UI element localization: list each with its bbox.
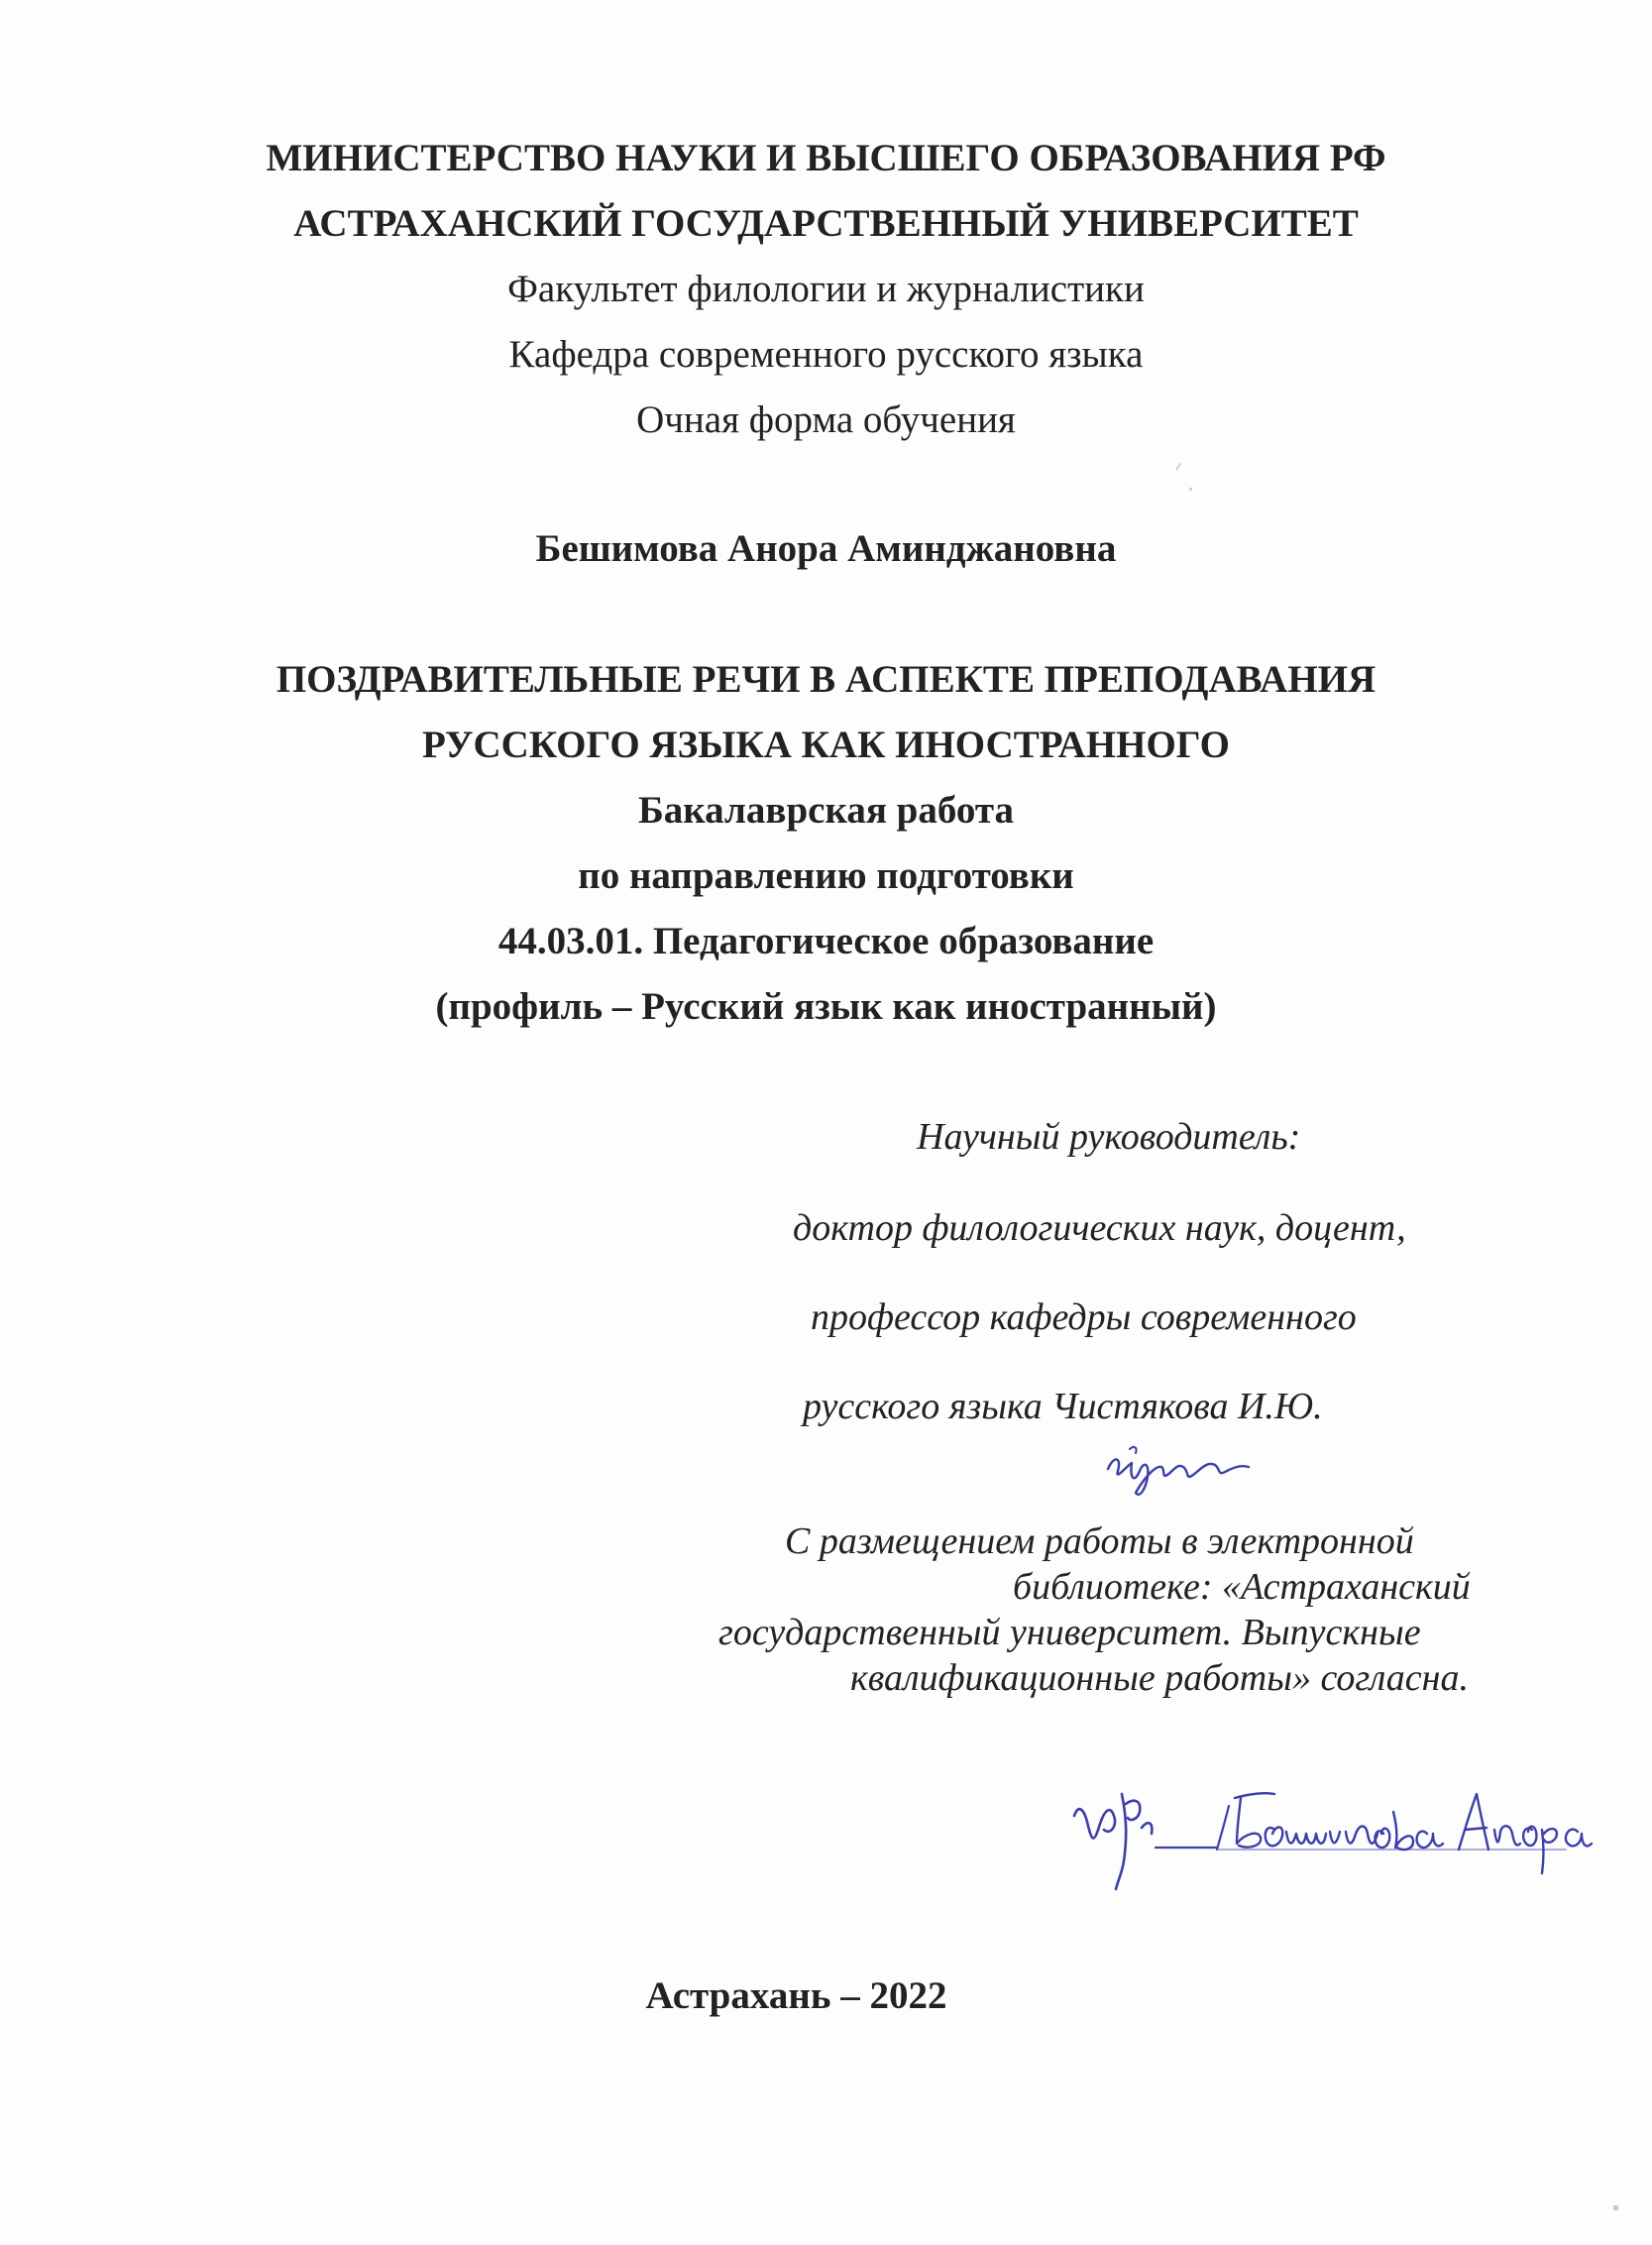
city-year: Астрахань – 2022 [645, 1974, 947, 2017]
profile-line: (профиль – Русский язык как иностранный) [435, 985, 1217, 1028]
supervisor-label: Научный руководитель: [917, 1116, 1301, 1158]
author-name: Бешимова Анора Аминджановна [535, 527, 1117, 570]
work-title-line-1: ПОЗДРАВИТЕЛЬНЫЕ РЕЧИ В АСПЕКТЕ ПРЕПОДАВАНИЯ [275, 658, 1377, 701]
consent-line-4: квалификационные работы» согласна. [850, 1657, 1469, 1699]
study-form-line: Очная форма обучения [636, 398, 1016, 441]
direction-label: по направлению подготовки [578, 854, 1074, 897]
consent-line-3: государственный университет. Выпускные [718, 1612, 1421, 1653]
author-signature [1070, 1764, 1596, 1913]
consent-line-1: С размещением работы в электронной [785, 1520, 1414, 1562]
supervisor-position: профессор кафедры современного [811, 1296, 1357, 1338]
faculty-line: Факультет филологии и журналистики [507, 268, 1145, 310]
supervisor-name: русского языка Чистякова И.Ю. [803, 1386, 1323, 1427]
supervisor-degree: доктор филологических наук, доцент, [793, 1207, 1406, 1249]
scan-mark [1175, 463, 1181, 471]
work-title-line-2: РУССКОГО ЯЗЫКА КАК ИНОСТРАННОГО [422, 724, 1230, 766]
direction-code: 44.03.01. Педагогическое образование [497, 920, 1155, 962]
ministry-heading: МИНИСТЕРСТВО НАУКИ И ВЫСШЕГО ОБРАЗОВАНИЯ РФ [266, 137, 1386, 179]
scan-mark [1189, 488, 1192, 491]
scan-mark [1613, 2205, 1618, 2210]
department-line: Кафедра современного русского языка [508, 333, 1144, 376]
university-heading: АСТРАХАНСКИЙ ГОСУДАРСТВЕННЫЙ УНИВЕРСИТЕТ [293, 202, 1359, 245]
supervisor-signature [1100, 1427, 1259, 1507]
work-type: Бакалаврская работа [638, 789, 1014, 832]
consent-line-2: библиотеке: «Астраханский [1013, 1566, 1471, 1608]
